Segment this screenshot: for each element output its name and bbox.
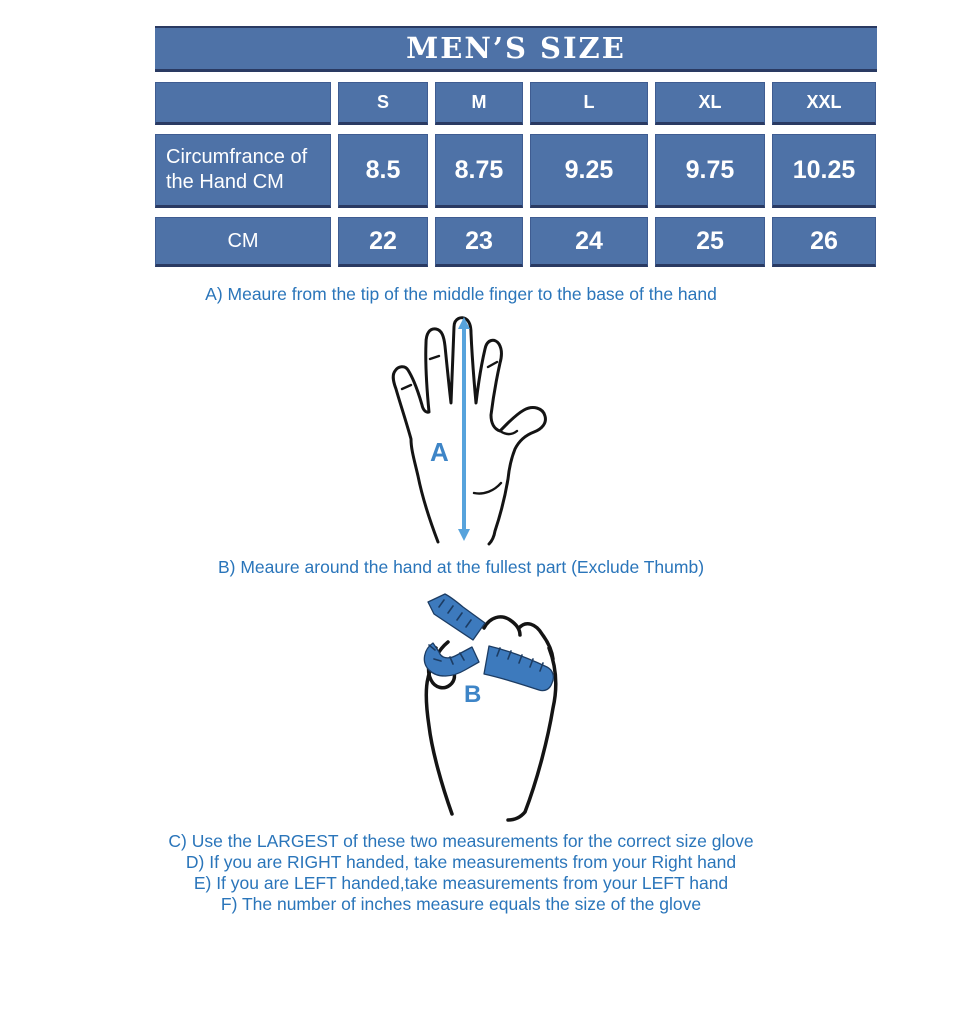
instruction-b: B) Meaure around the hand at the fullest part (Exclude Thumb) [217, 557, 705, 577]
row-label-circumference: Circumfrance of the Hand CM [155, 134, 331, 208]
size-column-header-m: M [435, 82, 523, 125]
tape-measure-icon [424, 594, 553, 691]
size-column-header-l: L [530, 82, 648, 125]
measurement-label-a: A [430, 437, 449, 467]
fist-diagram [398, 586, 568, 826]
measure-arrow-icon [458, 317, 470, 541]
size-table-grid [155, 82, 877, 267]
hand-crease-marks [402, 356, 517, 494]
cm-value-l: 24 [530, 217, 648, 267]
open-hand-diagram [378, 311, 558, 546]
circumference-value-xxl: 10.25 [772, 134, 876, 208]
circumference-value-xl: 9.75 [655, 134, 765, 208]
circumference-value-m: 8.75 [435, 134, 523, 208]
size-column-header-s: S [338, 82, 428, 125]
cm-value-xxl: 26 [772, 217, 876, 267]
size-column-header-xl: XL [655, 82, 765, 125]
instruction-c: C) Use the LARGEST of these two measurements for the correct size glove [168, 831, 754, 851]
corner-cell [155, 82, 331, 125]
size-table [155, 26, 877, 267]
row-label-cm: CM [155, 217, 331, 267]
instruction-e: E) If you are LEFT handed,take measurements from your LEFT hand [193, 873, 729, 893]
hand-outline [393, 318, 545, 544]
cm-value-m: 23 [435, 217, 523, 267]
cm-value-xl: 25 [655, 217, 765, 267]
measurement-label-b: B [464, 681, 482, 708]
cm-value-s: 22 [338, 217, 428, 267]
circumference-value-l: 9.25 [530, 134, 648, 208]
instruction-d: D) If you are RIGHT handed, take measurements from your Right hand [185, 852, 737, 872]
table-title: MEN’S SIZE [155, 26, 877, 72]
instruction-cdef [0, 831, 922, 915]
size-column-header-xxl: XXL [772, 82, 876, 125]
instruction-a: A) Meaure from the tip of the middle finger to the base of the hand [205, 284, 717, 304]
instruction-f: F) The number of inches measure equals the size of the glove [220, 894, 702, 914]
circumference-value-s: 8.5 [338, 134, 428, 208]
